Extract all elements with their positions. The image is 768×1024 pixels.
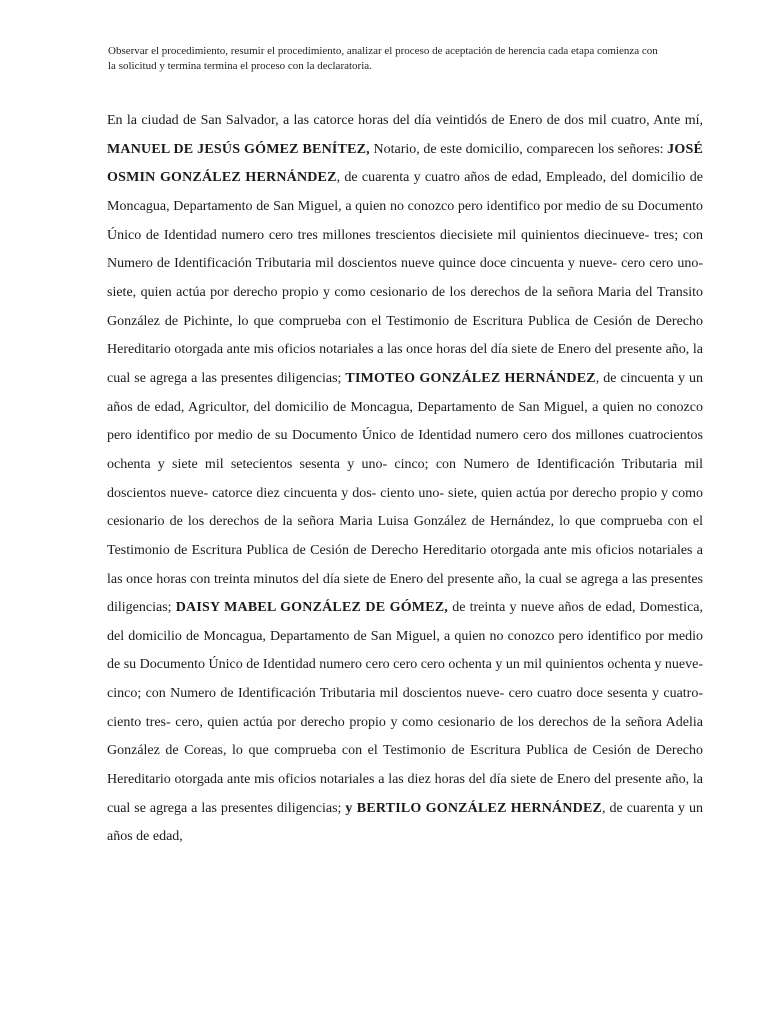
instructions-text: Observar el procedimiento, resumir el procedimiento, analizar el proceso de aceptación de herencia cada etapa comienza con la solicitud y termina termina el proceso con la declaratoria. xyxy=(108,45,658,72)
deed-text-segment: En la ciudad de San Salvador, a las catorce horas del día veintidós de Enero de dos mil cuatro, Ante mí, xyxy=(107,113,703,128)
deed-text-segment: , de cuarenta y un años de edad, xyxy=(107,800,704,845)
party-name: JOSÉ OSMIN GONZÁLEZ HERNÁNDEZ xyxy=(107,141,703,186)
deed-text-segment: , de cuarenta y cuatro años de edad, Empleado, del domicilio de Moncagua, Departamento de San Miguel, a quien no conozco pero identifico por medio de su Documento Único de Identidad numero cero tres millones trescientos diecisiete mil quinientos diecinueve- tres; con Numero de Identificación Tributaria mil doscientos nueve quince doce cincuenta y nueve- cero cero uno- siete, quien actúa por derecho propio y como cesionario de los derechos de la señora Maria del Transito González de Pichinte, lo que comprueba con el Testimonio de Escritura Publica de Cesión de Derecho Hereditario otorgada ante mis oficios notariales a las once horas del día siete de Enero del presente año, la cual se agrega a las presentes diligencias; xyxy=(107,170,703,386)
deed-text-segment: , de cincuenta y un años de edad, Agricultor, del domicilio de Moncagua, Departamento de San Miguel, a quien no conozco pero identifico por medio de su Documento Único de Identidad numero cero dos millones cuatrocientos ochenta y siete mil setecientos sesenta y uno- cinco; con Numero de Identificación Tributaria mil doscientos nueve- catorce diez cincuenta y dos- ciento uno- siete, quien actúa por derecho propio y como cesionario de los derechos de la señora Maria Luisa González de Hernández, lo que comprueba con el Testimonio de Escritura Publica de Cesión de Derecho Hereditario otorgada ante mis oficios notariales a las once horas con treinta minutos del día siete de Enero del presente año, la cual se agrega a las presentes diligencias; xyxy=(107,370,703,616)
party-name: DAISY MABEL GONZÁLEZ DE GÓMEZ, xyxy=(175,600,449,616)
deed-text-segment: de treinta y nueve años de edad, Domestica, del domicilio de Moncagua, Departamento de San Miguel, a quien no conozco pero identifico por medio de su Documento Único de Identidad numero cero cero cero ochenta y un mil quinientos ochenta y nueve- cinco; con Numero de Identificación Tributaria mil doscientos nueve- cero cuatro doce sesenta y cuatro- ciento tres- cero, quien actúa por derecho propio y como cesionario de los derechos de la señora Adelia González de Coreas, lo que comprueba con el Testimonio de Escritura Publica de Cesión de Derecho Hereditario otorgada ante mis oficios notariales a las diez horas del día siete de Enero del presente año, la cual se agrega a las presentes diligencias; xyxy=(107,600,703,816)
party-name: TIMOTEO GONZÁLEZ HERNÁNDEZ xyxy=(345,370,596,386)
deed-body xyxy=(107,107,703,852)
deed-text-segment: Notario, de este domicilio, comparecen los señores: xyxy=(369,141,668,157)
deed-paragraph xyxy=(107,107,703,852)
party-name: MANUEL DE JESÚS GÓMEZ BENÍTEZ, xyxy=(107,141,370,157)
party-name: y BERTILO GONZÁLEZ HERNÁNDEZ xyxy=(345,800,603,816)
